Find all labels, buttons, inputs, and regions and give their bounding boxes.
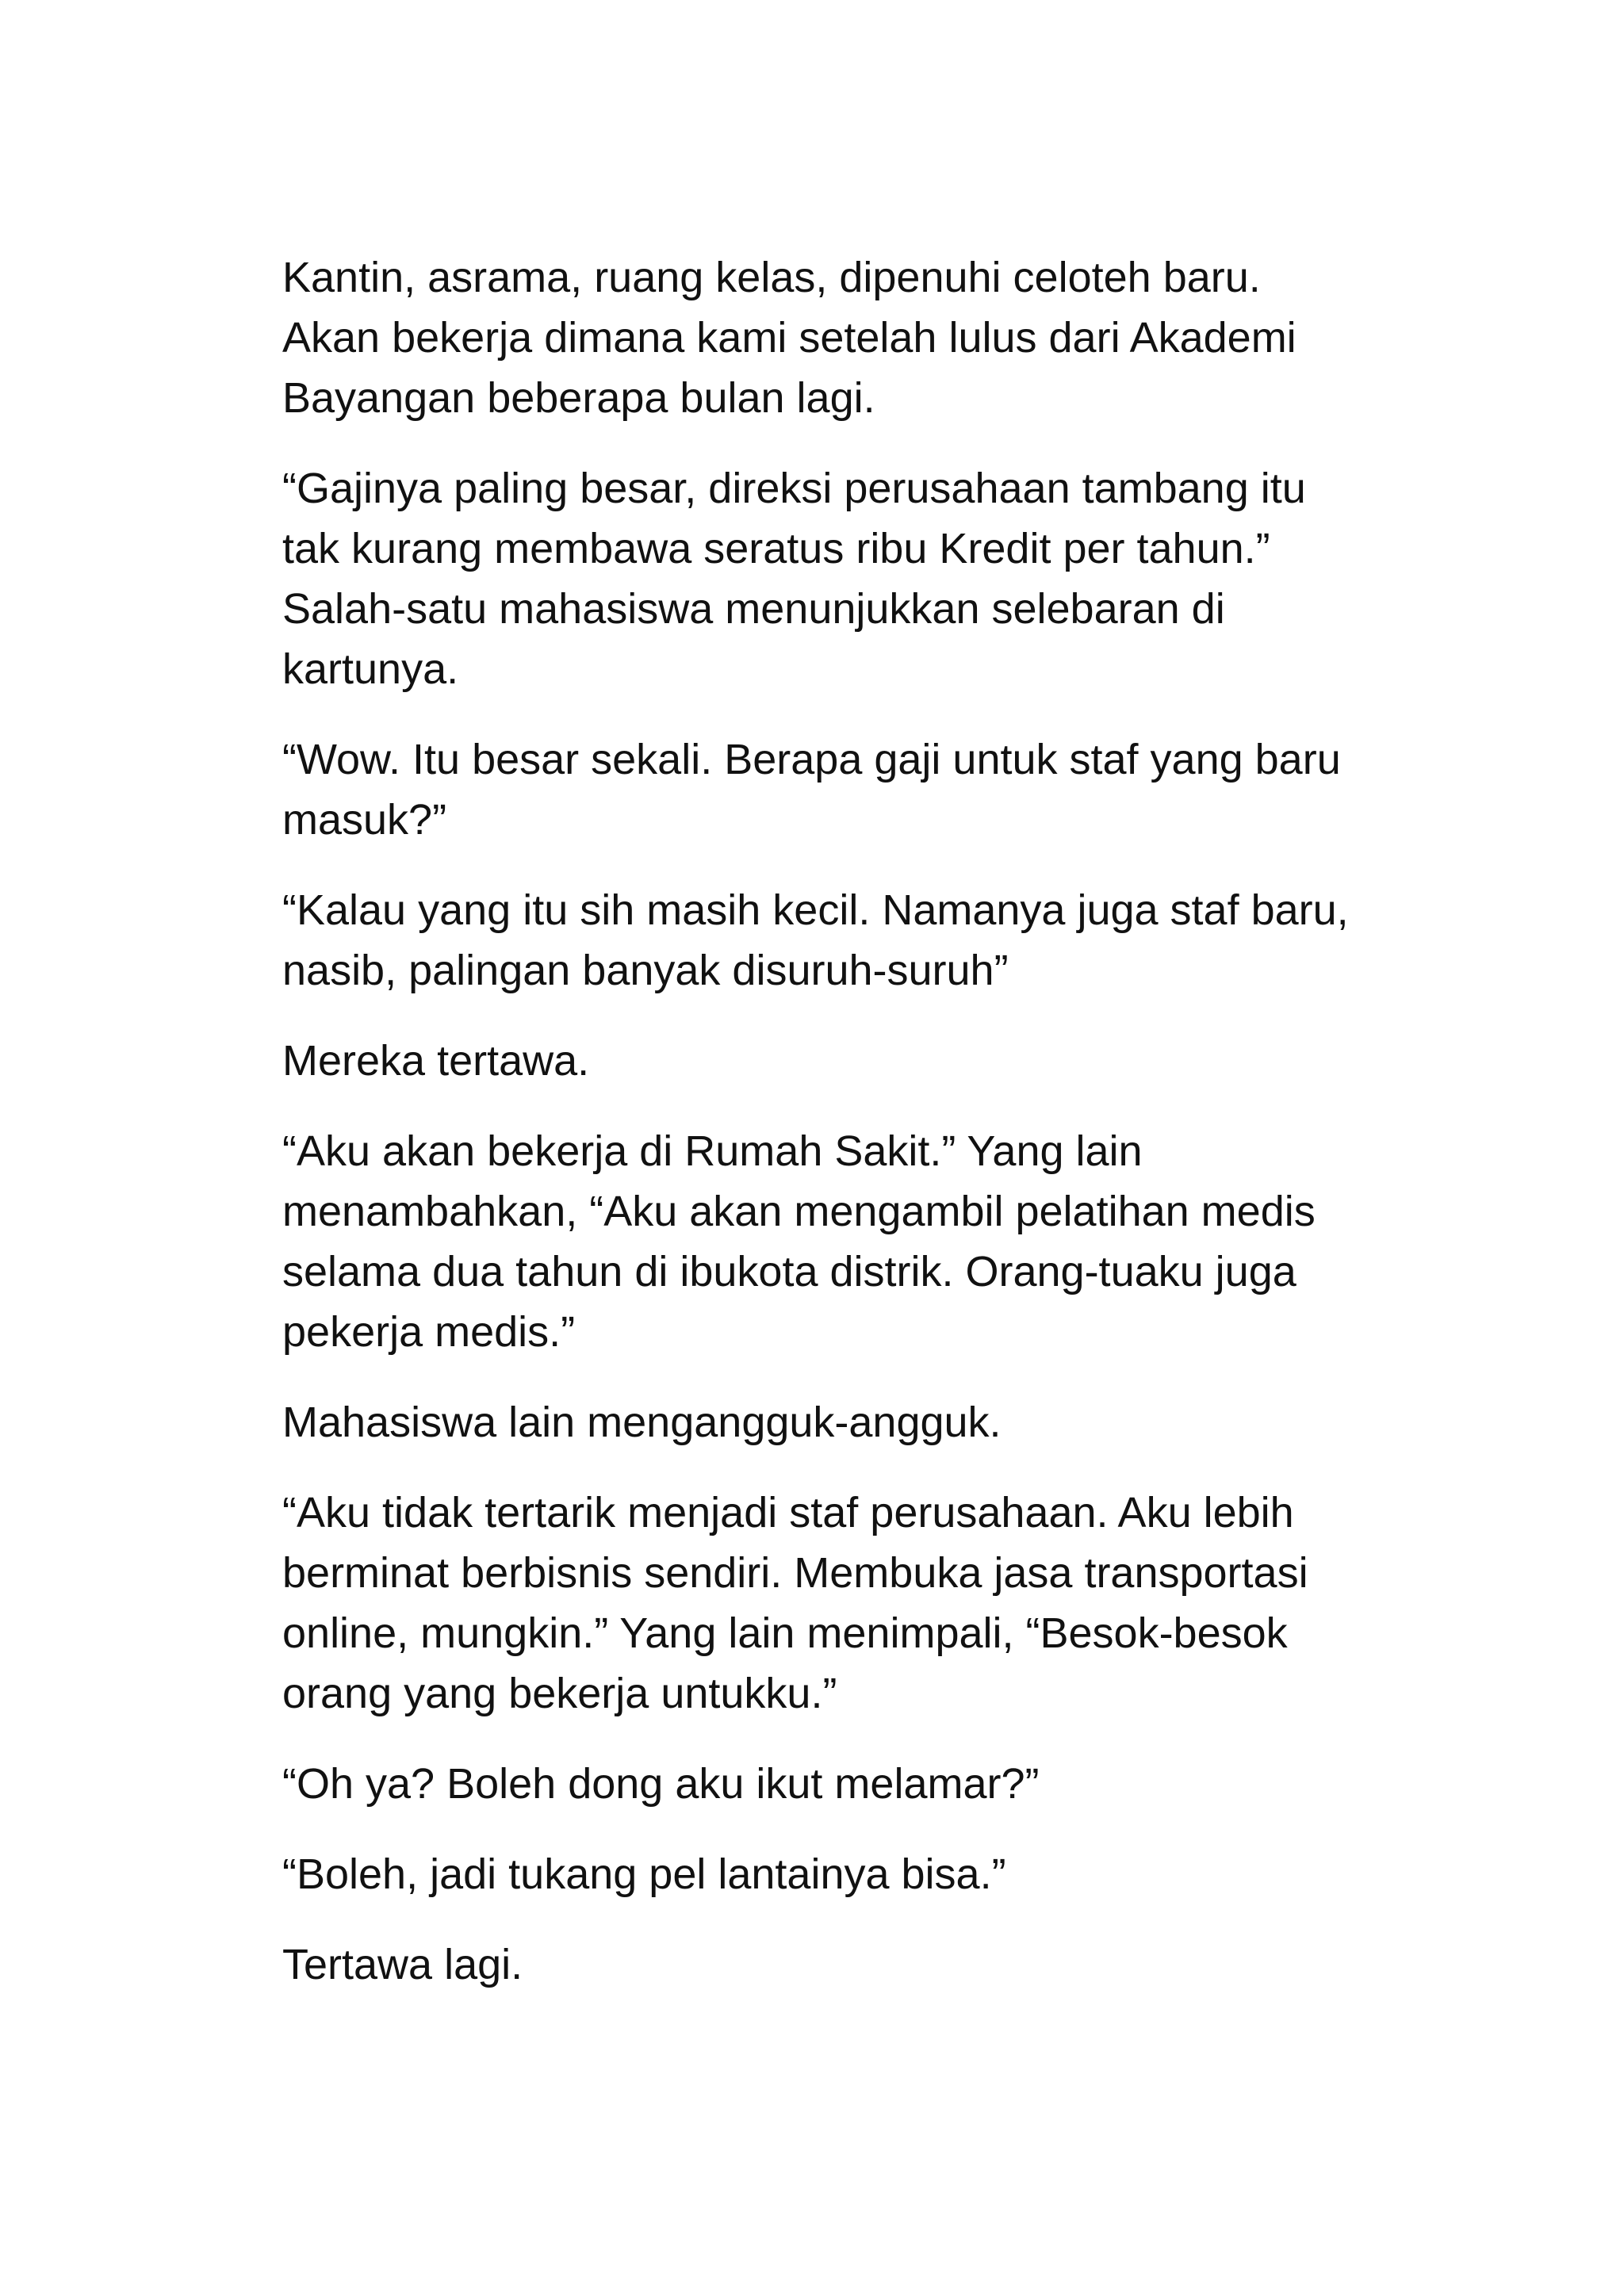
paragraph-10: “Boleh, jadi tukang pel lantainya bisa.” bbox=[282, 1850, 1006, 1898]
paragraph-2: “Gajinya paling besar, direksi perusahaan tambang itu tak kurang membawa seratus ribu Kredit per tahun.” Salah-satu mahasiswa menunjukkan selebaran di kartunya. bbox=[282, 465, 1306, 693]
paragraph-7: Mahasiswa lain mengangguk-angguk. bbox=[282, 1399, 1002, 1446]
paragraph-6: “Aku akan bekerja di Rumah Sakit.” Yang lain menambahkan, “Aku akan mengambil pelatihan medis selama dua tahun di ibukota distrik. Orang-tuaku juga pekerja medis.” bbox=[282, 1127, 1316, 1356]
paragraph-11: Tertawa lagi. bbox=[282, 1941, 523, 1988]
paragraph-9: “Oh ya? Boleh dong aku ikut melamar?” bbox=[282, 1760, 1040, 1808]
paragraph-8: “Aku tidak tertarik menjadi staf perusahaan. Aku lebih berminat berbisnis sendiri. Membuka jasa transportasi online, mungkin.” Yang lain menimpali, “Besok-besok orang yang bekerja untukku.” bbox=[282, 1489, 1308, 1717]
paragraph-4: “Kalau yang itu sih masih kecil. Namanya juga staf baru, nasib, palingan banyak disuruh-suruh” bbox=[282, 886, 1349, 994]
paragraph-5: Mereka tertawa. bbox=[282, 1037, 590, 1085]
paragraph-3: “Wow. Itu besar sekali. Berapa gaji untuk staf yang baru masuk?” bbox=[282, 736, 1341, 844]
paragraph-1: Kantin, asrama, ruang kelas, dipenuhi celoteh baru. Akan bekerja dimana kami setelah lulus dari Akademi Bayangan beberapa bulan lagi. bbox=[282, 254, 1297, 422]
body-text bbox=[282, 247, 1377, 2025]
